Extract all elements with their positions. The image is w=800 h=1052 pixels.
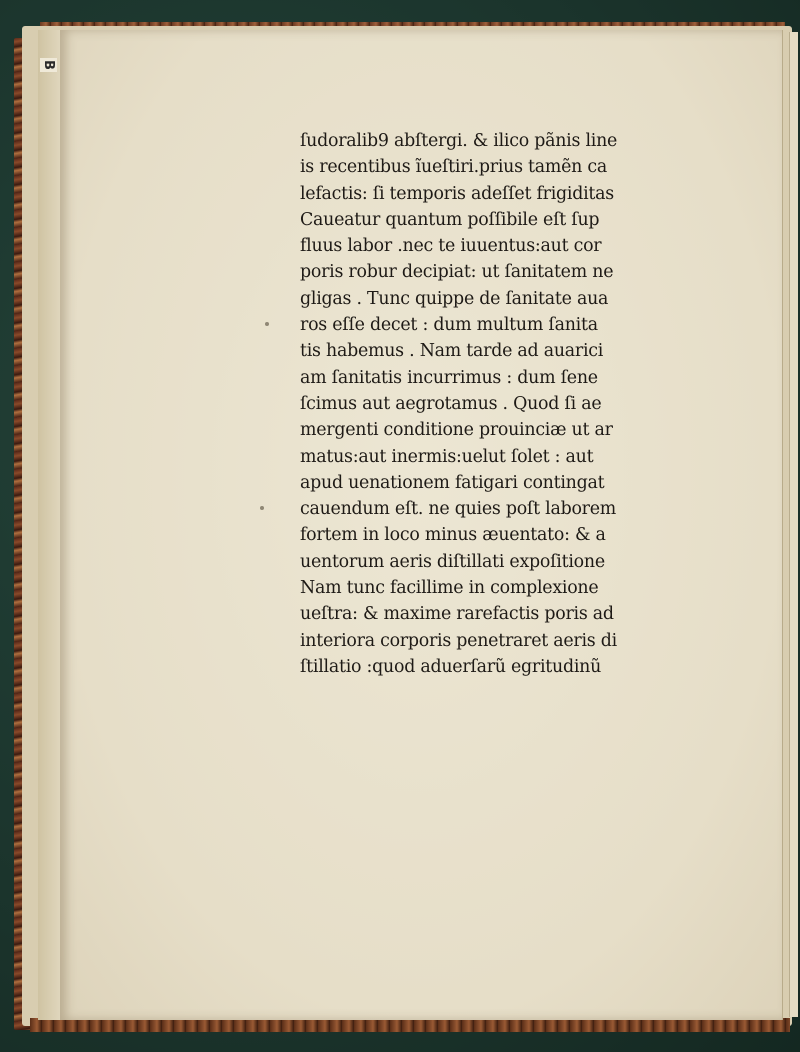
text-line: lefactis: ſi temporis adeſſet frigiditas (300, 183, 614, 204)
text-line: ſudoralib9 abſtergi. & ilico pãnis line (300, 131, 618, 151)
margin-speck (260, 506, 264, 510)
text-line: tis habemus . Nam tarde ad auarici (300, 341, 604, 362)
text-line: Nam tunc facillime in complexione (300, 578, 599, 599)
printed-text-block (300, 128, 680, 680)
binding-bottom-edge (30, 1018, 790, 1032)
text-line: matus:aut inermis:uelut ſolet : aut (300, 446, 594, 467)
shelfmark-label: B (41, 60, 56, 70)
text-line: ueſtra: & maxime rarefactis poris ad (300, 604, 614, 625)
text-line: cauendum eſt. ne quies poſt laborem (300, 499, 617, 520)
text-line: poris robur decipiat: ut ſanitatem ne (300, 262, 614, 283)
text-line: is recentibus ĩueſtiri.prius tamẽn ca (300, 157, 608, 178)
gutter-strip (38, 30, 62, 1020)
text-line: ſcimus aut aegrotamus . Quod ſi ae (300, 393, 602, 414)
text-line: mergenti conditione prouinciæ ut ar (300, 420, 613, 441)
margin-speck (265, 322, 269, 326)
text-line: apud uenationem fatigari contingat (300, 472, 605, 493)
text-line: gligas . Tunc quippe de ſanitate aua (300, 288, 609, 309)
text-line: interiora corporis penetraret aeris di (300, 630, 617, 651)
text-line: ſtillatio :quod aduerſarũ egritudinũ (300, 656, 602, 677)
text-line: uentorum aeris diſtillati expoſitione (300, 551, 605, 572)
text-line: fortem in loco minus æuentato: & a (300, 525, 606, 546)
text-line: Caueatur quantum poſſibile eſt ſup (300, 209, 600, 230)
text-line: fluus labor .nec te iuuentus:aut cor (300, 236, 602, 257)
text-line: ros eſſe decet : dum multum ſanita (300, 315, 598, 336)
text-line: am ſanitatis incurrimus : dum ſene (300, 367, 598, 388)
